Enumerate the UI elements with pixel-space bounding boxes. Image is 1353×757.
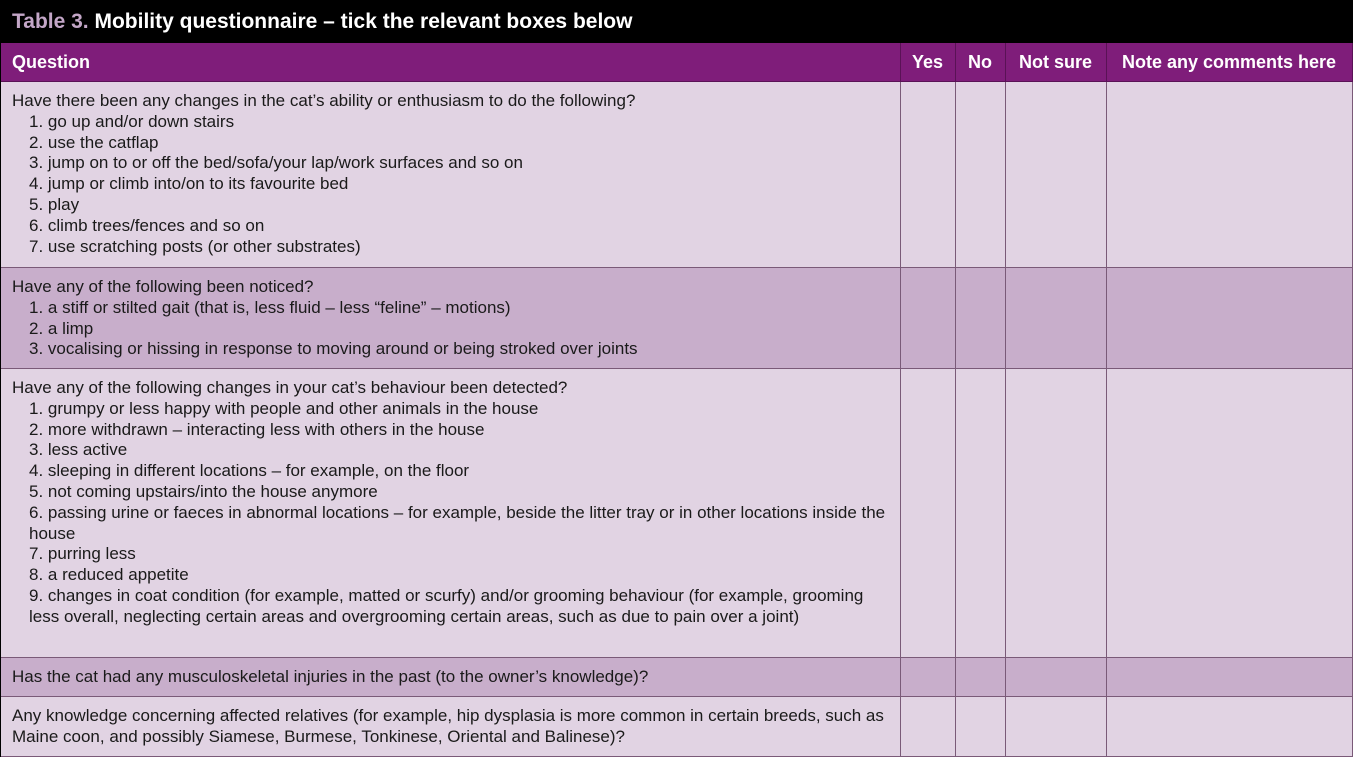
list-item: 4. sleeping in different locations – for example, on the floor: [29, 461, 470, 481]
comments-cell[interactable]: [1106, 369, 1352, 658]
question-cell: [1, 697, 900, 757]
comments-cell[interactable]: [1106, 268, 1352, 369]
question-text: Any knowledge concerning affected relatives (for example, hip dysplasia is more common in certain breeds, such as Maine coon, and possibly Siamese, Burmese, Tonkinese, Oriental and Balinese)?: [12, 706, 884, 746]
list-item: 3. less active: [29, 440, 128, 460]
column-header-no: No: [955, 43, 1005, 82]
question-text: Has the cat had any musculoskeletal injuries in the past (to the owner’s knowledge)?: [12, 667, 649, 686]
not-sure-checkbox-cell[interactable]: [1005, 82, 1106, 268]
column-header-comments: Note any comments here: [1106, 43, 1352, 82]
column-header-yes: Yes: [900, 43, 955, 82]
list-item: 4. jump or climb into/on to its favourite bed: [29, 174, 349, 194]
not-sure-checkbox-cell[interactable]: [1005, 268, 1106, 369]
list-item: 7. use scratching posts (or other substrates): [29, 236, 361, 256]
table-row: [1, 658, 1352, 697]
no-checkbox-cell[interactable]: [955, 82, 1005, 268]
list-item: 5. not coming upstairs/into the house anymore: [29, 481, 378, 501]
comments-cell[interactable]: [1106, 697, 1352, 757]
yes-checkbox-cell[interactable]: [900, 697, 955, 757]
question-cell: [1, 658, 900, 697]
table-row: [1, 369, 1352, 658]
yes-checkbox-cell[interactable]: [900, 82, 955, 268]
list-item: 2. more withdrawn – interacting less with others in the house: [29, 419, 485, 439]
table-row: [1, 697, 1352, 757]
no-checkbox-cell[interactable]: [955, 697, 1005, 757]
list-item: 5. play: [29, 194, 80, 214]
mobility-questionnaire-table: [1, 43, 1353, 757]
list-item: 7. purring less: [29, 544, 136, 564]
no-checkbox-cell[interactable]: [955, 658, 1005, 697]
list-item: 8. a reduced appetite: [29, 565, 189, 585]
question-cell: [1, 82, 900, 268]
question-cell: [1, 369, 900, 658]
question-text: Have any of the following changes in your cat’s behaviour been detected?: [12, 378, 568, 397]
yes-checkbox-cell[interactable]: [900, 268, 955, 369]
no-checkbox-cell[interactable]: [955, 268, 1005, 369]
question-cell: [1, 268, 900, 369]
table-caption: [0, 0, 1353, 43]
list-item: 2. a limp: [29, 318, 94, 338]
not-sure-checkbox-cell[interactable]: [1005, 658, 1106, 697]
column-header-question: Question: [1, 43, 900, 82]
table-row: [1, 268, 1352, 369]
list-item: 9. changes in coat condition (for example, matted or scurfy) and/or grooming behaviour (for example, grooming less overall, neglecting certain areas and overgrooming certain areas, such as due to pain over a joint): [29, 585, 864, 626]
table-number: Table 3.: [12, 10, 89, 33]
list-item: 2. use the catflap: [29, 132, 159, 152]
yes-checkbox-cell[interactable]: [900, 658, 955, 697]
no-checkbox-cell[interactable]: [955, 369, 1005, 658]
list-item: 3. vocalising or hissing in response to moving around or being stroked over joints: [29, 339, 638, 359]
list-item: 1. a stiff or stilted gait (that is, less fluid – less “feline” – motions): [29, 297, 511, 317]
comments-cell[interactable]: [1106, 82, 1352, 268]
list-item: 6. passing urine or faeces in abnormal locations – for example, beside the litter tray or in other locations inside the house: [29, 502, 886, 543]
question-text: Have any of the following been noticed?: [12, 277, 314, 296]
table-title: Mobility questionnaire – tick the relevant boxes below: [94, 10, 633, 33]
list-item: 6. climb trees/fences and so on: [29, 215, 265, 235]
question-text: Have there been any changes in the cat’s ability or enthusiasm to do the following?: [12, 91, 636, 110]
column-header-not-sure: Not sure: [1005, 43, 1106, 82]
not-sure-checkbox-cell[interactable]: [1005, 369, 1106, 658]
not-sure-checkbox-cell[interactable]: [1005, 697, 1106, 757]
list-item: 3. jump on to or off the bed/sofa/your lap/work surfaces and so on: [29, 153, 523, 173]
yes-checkbox-cell[interactable]: [900, 369, 955, 658]
header-row: [1, 43, 1352, 82]
table-row: [1, 82, 1352, 268]
list-item: 1. go up and/or down stairs: [29, 111, 235, 131]
list-item: 1. grumpy or less happy with people and other animals in the house: [29, 398, 539, 418]
comments-cell[interactable]: [1106, 658, 1352, 697]
